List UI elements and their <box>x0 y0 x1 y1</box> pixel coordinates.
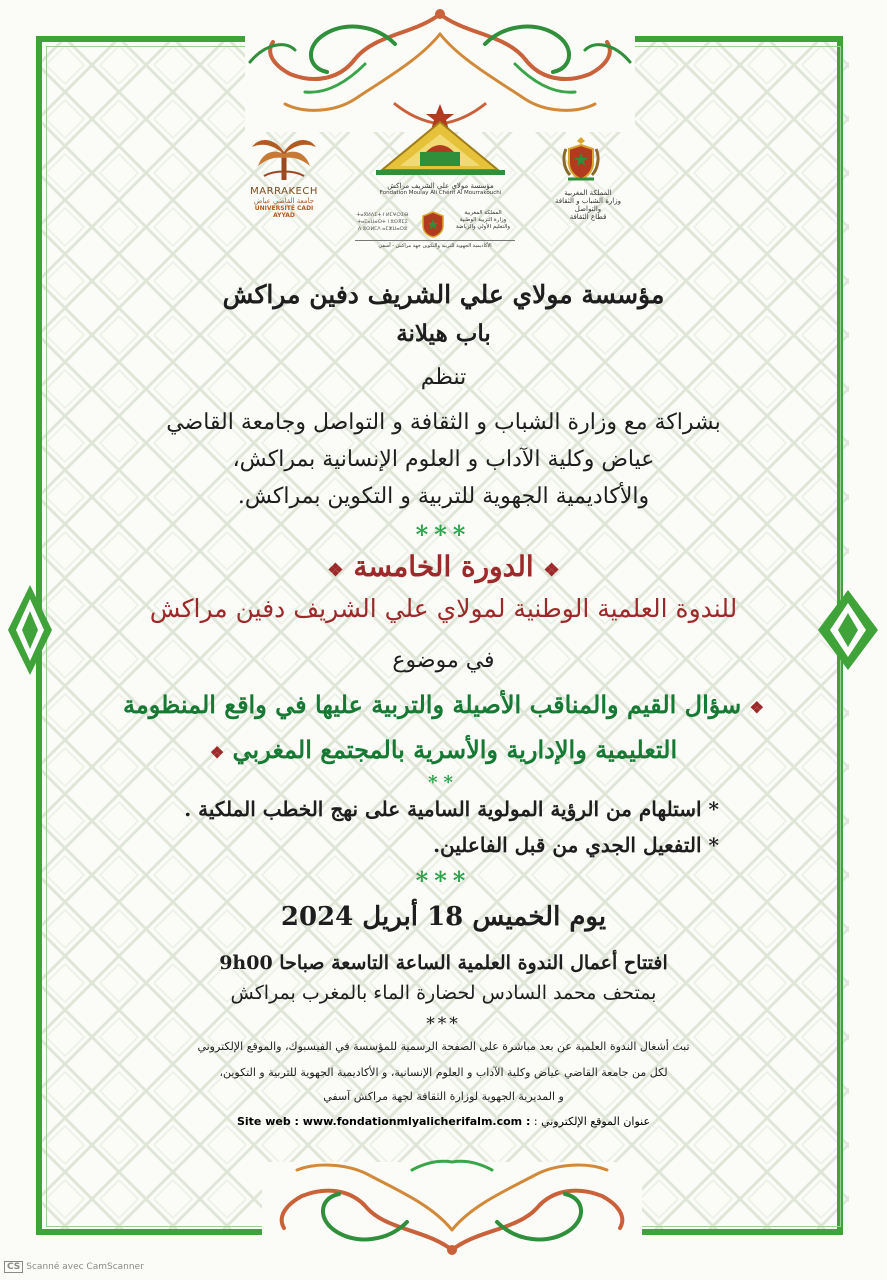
bottom-ornament <box>262 1150 642 1260</box>
topic-intro: في موضوع <box>392 648 495 673</box>
organizes-verb: تنظم <box>420 365 467 390</box>
bullet-1: * استلهام من الرؤية المولوية السامية على نهج الخطب الملكية . <box>184 797 719 821</box>
organizer-location: باب هيلانة <box>396 320 491 347</box>
ministry-sector: قطاع الثقافة <box>569 213 607 221</box>
partnership-line-2: عياض وكلية الآداب و العلوم الإنسانية بمراكش، <box>232 447 655 472</box>
separator-stars-3: *** <box>415 866 472 895</box>
cadi-ayyad-french: UNIVERSITÉ CADI AYYAD <box>254 205 314 219</box>
event-date: يوم الخميس 18 أبريل 2024 <box>280 902 607 932</box>
academy-regional: الأكاديمية الجهوية للتربية والتكوين جهة مراكش - آسفي <box>355 240 515 249</box>
topic-line-1-text: سؤال القيم والمناقب الأصيلة والتربية عليها في واقع المنظومة <box>123 690 742 719</box>
opening-time: افتتاح أعمال الندوة العلمية الساعة التاسعة صباحا 9h00 <box>219 952 668 974</box>
foundation-emblem-icon <box>368 100 513 178</box>
separator-stars-1: *** <box>415 520 472 549</box>
academy-tifinagh-text: ⵜⴰⴳⵍⴷⵉⵜ ⵏ ⵍⵎⵖⵔⵉⴱ ⵜⴰⵎⴰⵡⴰⵙⵜ ⵏ ⵓⵙⴳⵎⵉ ⴷ ⵓⵙⵍⵎⴷ ⴰⵎⵣⵡⴰⵔⵓ <box>356 212 409 232</box>
ornament-topic-icon: ❖ <box>749 698 764 717</box>
bullet-2: * التفعيل الجدي من قبل الفاعلين. <box>433 833 719 857</box>
ornament-left-icon: ❖ <box>543 560 560 581</box>
ministry-logo <box>548 135 628 225</box>
edition-title <box>100 550 787 583</box>
website-label: عنوان الموقع الإلكتروني : <box>533 1115 651 1128</box>
camscanner-badge: CS <box>4 1261 23 1273</box>
website-line <box>100 1115 787 1128</box>
ministry-name: وزارة الشباب و الثقافة والتواصل <box>555 197 621 213</box>
royal-coat-of-arms-icon <box>560 135 602 183</box>
marrakech-label: MARRAKECH <box>250 186 318 197</box>
topic-line-1 <box>100 690 787 719</box>
cadi-ayyad-logo <box>244 132 324 222</box>
foundation-latin-name: Fondation Moulay Ali Chérif Al Mourrakouchi <box>379 190 502 196</box>
cadi-ayyad-arabic: جامعة القاضي عياض <box>253 197 315 205</box>
academy-ministry-2: والتعليم الأولي والرياضة <box>455 224 511 230</box>
camscanner-watermark <box>4 1261 144 1273</box>
partnership-line-3: والأكاديمية الجهوية للتربية و التكوين بمراكش. <box>237 484 650 509</box>
camscanner-text: Scanné avec CamScanner <box>26 1262 144 1272</box>
left-side-diamond <box>8 585 52 675</box>
topic-line-2 <box>100 735 787 764</box>
topic-line-2-text: التعليمية والإدارية والأسرية بالمجتمع المغربي <box>232 735 678 764</box>
broadcast-line-1: تبث أشغال الندوة العلمية عن بعد مباشرة على الصفحة الرسمية للمؤسسة في الفيسبوك، والموقع الإلكتروني <box>197 1040 690 1053</box>
academy-kingdom: المملكة المغربية <box>464 210 502 216</box>
academy-logo <box>355 208 515 256</box>
ministry-kingdom: المملكة المغربية <box>564 189 612 197</box>
edition-title-text: الدورة الخامسة <box>353 550 534 583</box>
foundation-arabic-name: مؤسسة مولاي علي الشريف مراكش <box>387 182 494 190</box>
palm-icon <box>244 132 324 182</box>
academy-coat-of-arms-icon <box>421 210 445 238</box>
ornament-right-icon: ❖ <box>327 560 344 581</box>
separator-stars-4: *** <box>426 1014 461 1034</box>
edition-subtitle: للندوة العلمية الوطنية لمولاي علي الشريف دفين مراكش <box>149 594 738 623</box>
partnership-line-1: بشراكة مع وزارة الشباب و الثقافة و التواصل وجامعة القاضي <box>166 410 721 435</box>
ornament-topic-end-icon: ❖ <box>209 743 225 762</box>
right-side-diamond <box>818 585 884 675</box>
broadcast-line-2: لكل من جامعة القاضي عياض وكلية الآداب و العلوم الإنسانية، و الأكاديمية الجهوية للتربية و التكوين، <box>219 1066 668 1079</box>
foundation-logo <box>368 100 513 195</box>
opening-venue: بمتحف محمد السادس لحضارة الماء بالمغرب بمراكش <box>230 982 657 1004</box>
separator-stars-2: ** <box>428 772 459 793</box>
broadcast-line-3: و المديرية الجهوية لوزارة الثقافة لجهة مراكش آسفي <box>323 1090 564 1103</box>
organizer-name: مؤسسة مولاي علي الشريف دفين مراكش <box>222 280 665 309</box>
website-url[interactable]: Site web : www.fondationmlyalicherifalm.com : <box>236 1115 531 1128</box>
academy-ministry: وزارة التربية الوطنية <box>459 217 507 223</box>
